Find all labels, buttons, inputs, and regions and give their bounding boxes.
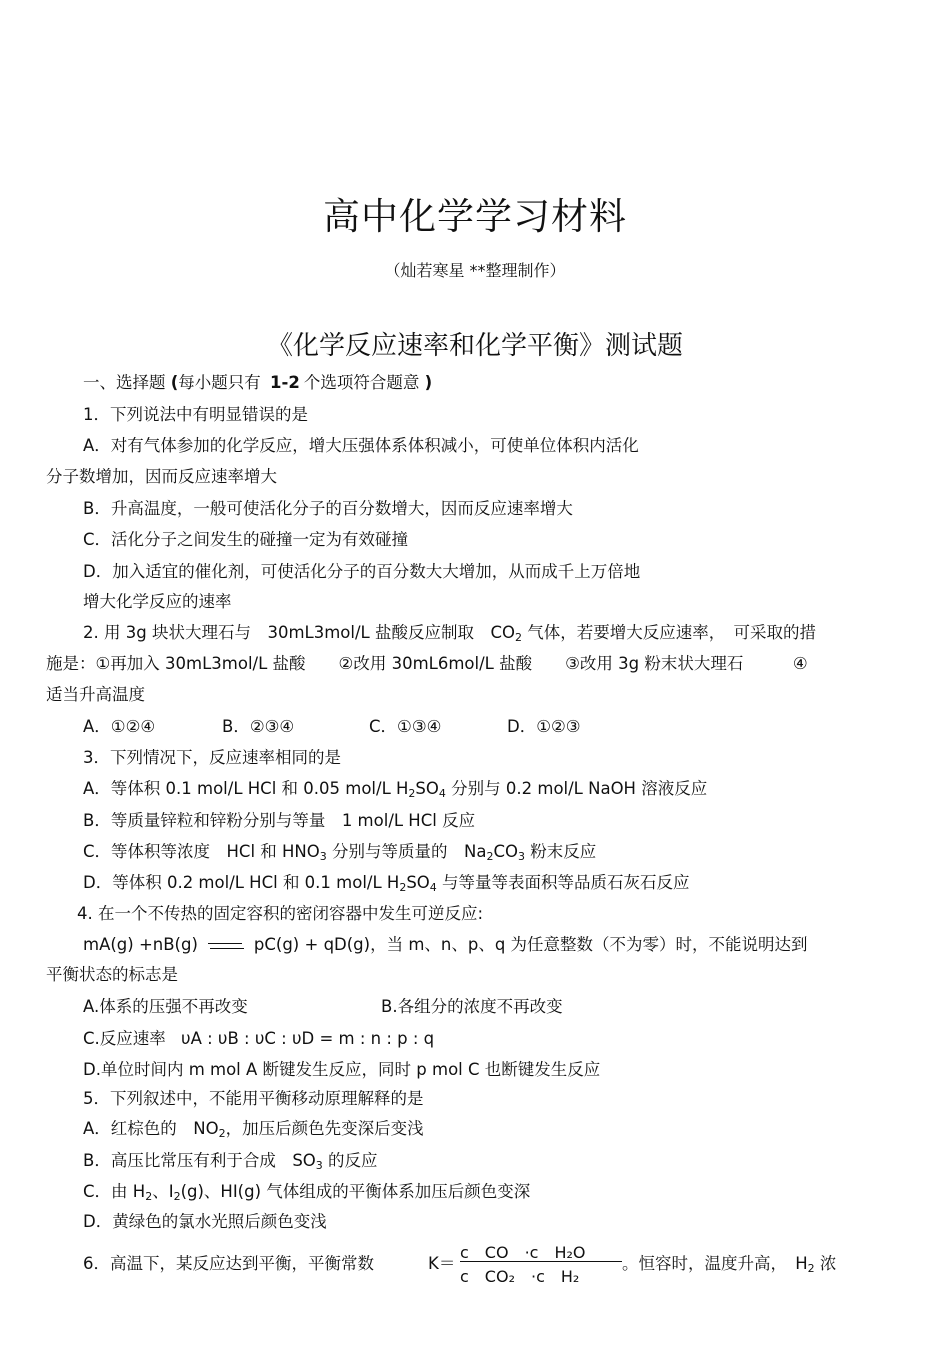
q4-option-a: A.体系的压强不再改变 — [83, 997, 248, 1016]
q5-option-d: D．黄绿色的氯水光照后颜色变浅 — [83, 1212, 327, 1231]
q4-equation: mA(g) +nB(g) pC(g) + qD(g)，当 m、n、p、q 为任意整数（不为零）时，不能说明达到 — [83, 935, 808, 954]
q6-stem: 6．高温下，某反应达到平衡，平衡常数 — [83, 1254, 374, 1273]
q2-option-a: A．①②④ — [83, 717, 156, 736]
q6-k-symbol: K＝ — [428, 1254, 456, 1273]
q2-option-d: D．①②③ — [507, 717, 581, 736]
equilibrium-arrow-icon — [208, 940, 244, 952]
q4-stem: 4. 在一个不传热的固定容积的密闭容器中发生可逆反应: — [77, 904, 484, 923]
q1-option-d: D．加入适宜的催化剂，可使活化分子的百分数大大增加，从而成千上万倍地 — [83, 562, 641, 581]
q5-option-a: A．红棕色的 $NO_2$，加压后颜色先变深后变浅 — [83, 1119, 424, 1140]
q2-measures: 施是：①再加入 30mL3mol/L 盐酸 ②改用 30mL6mol/L 盐酸 ③改用 3g 粉末状大理石 ④ — [46, 654, 808, 673]
q2-measures-cont: 适当升高温度 — [46, 685, 145, 704]
q1-option-c: C．活化分子之间发生的碰撞一定为有效碰撞 — [83, 530, 409, 549]
q4-stem-cont: 平衡状态的标志是 — [46, 965, 178, 984]
q1-option-d-cont: 增大化学反应的速率 — [83, 592, 232, 611]
q3-option-a: A．等体积 0.1 mol/L HCl 和 0.05 mol/L $H_2SO_4$ 分别与 0.2 mol/L NaOH 溶液反应 — [83, 779, 708, 800]
q2-option-b: B．②③④ — [222, 717, 295, 736]
q4-option-b: B.各组分的浓度不再改变 — [381, 997, 563, 1016]
q5-option-c: C．由 $H_2$、$I_2(g)$、HI(g) 气体组成的平衡体系加压后颜色变深 — [83, 1182, 531, 1203]
q5-stem: 5．下列叙述中，不能用平衡移动原理解释的是 — [83, 1089, 424, 1108]
q2-option-c: C．①③④ — [369, 717, 442, 736]
fraction-denominator: c CO₂ ·c H₂ — [460, 1267, 580, 1286]
q4-option-d: D.单位时间内 m mol A 断键发生反应，同时 p mol C 也断键发生反应 — [83, 1060, 601, 1079]
q1-option-a: A．对有气体参加的化学反应，增大压强体系体积减小，可使单位体积内活化 — [83, 436, 639, 455]
q1-option-a-cont: 分子数增加，因而反应速率增大 — [46, 467, 277, 486]
section-heading: 一、选择题 (每小题只有 1-2 个选项符合题意 ) — [83, 373, 433, 392]
q3-option-d: D．等体积 0.2 mol/L HCl 和 0.1 mol/L $H_2SO_4$ 与等量等表面积等品质石灰石反应 — [83, 873, 690, 894]
q4-option-c: C.反应速率 υA : υB : υC : υD = m : n : p : q — [83, 1029, 435, 1048]
fraction-numerator: c CO ·c H₂O — [460, 1243, 586, 1262]
test-title: 《化学反应速率和化学平衡》测试题 — [266, 331, 683, 361]
q3-option-c: C．等体积等浓度 HCl 和 $HNO_3$ 分别与等质量的 $Na_2CO_3$ 粉末反应 — [83, 842, 597, 863]
q6-stem-tail: 。恒容时，温度升高， $H_2$ 浓 — [622, 1254, 837, 1275]
page-subtitle: （灿若寒星 **整理制作） — [384, 261, 566, 280]
q3-stem: 3．下列情况下，反应速率相同的是 — [83, 748, 341, 767]
q5-option-b: B．高压比常压有利于合成 $SO_3$ 的反应 — [83, 1151, 378, 1172]
q2-stem: 2. 用 3g 块状大理石与 30mL3mol/L 盐酸反应制取 $CO_2$ 气体，若要增大反应速率， 可采取的措 — [83, 623, 816, 644]
q3-option-b: B．等质量锌粒和锌粉分别与等量 1 mol/L HCl 反应 — [83, 811, 476, 830]
page-title: 高中化学学习材料 — [323, 195, 627, 238]
q1-option-b: B．升高温度，一般可使活化分子的百分数增大，因而反应速率增大 — [83, 499, 573, 518]
fraction-bar — [460, 1261, 622, 1262]
q1-stem: 1．下列说法中有明显错误的是 — [83, 405, 308, 424]
